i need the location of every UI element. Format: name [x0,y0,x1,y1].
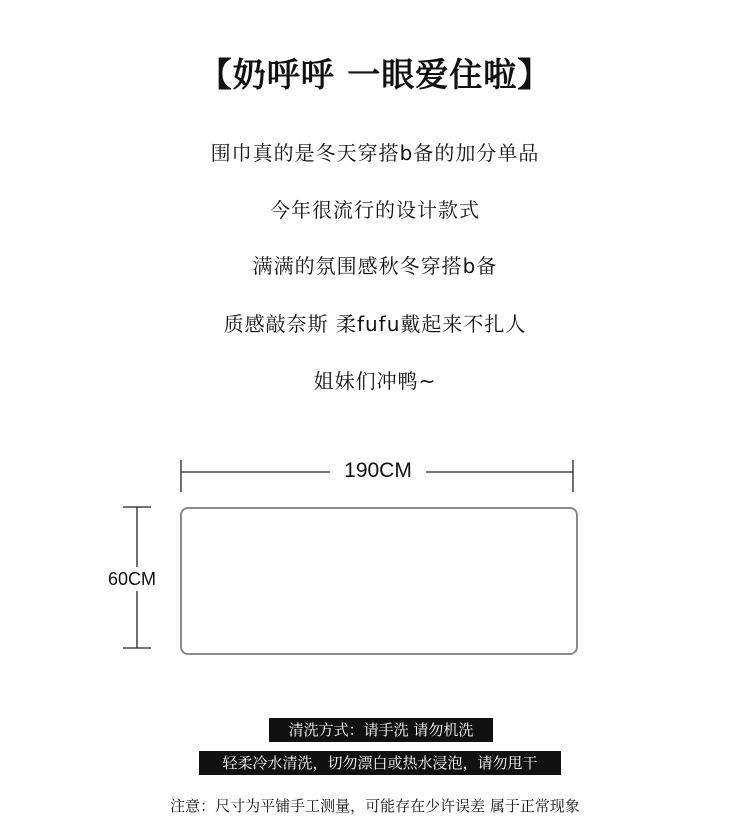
description-line-2: 今年很流行的设计款式 [270,198,480,222]
measurement-note: 注意：尺寸为平铺手工测量，可能存在少许误差 属于正常现象 [170,797,580,815]
description-line-5: 姐妹们冲鸭~ [313,369,437,393]
scarf-outline [180,507,578,655]
page-title: 【奶呼呼 一眼爱住啦】 [198,55,552,94]
care-method-label: 清洗方式：请手洗 请勿机洗 [269,718,493,742]
description-line-3: 满满的氛围感秋冬穿搭b备 [252,254,498,278]
description-line-1: 围巾真的是冬天穿搭b备的加分单品 [210,141,540,165]
care-instructions-label: 轻柔冷水清洗，切勿漂白或热水浸泡，请勿甩干 [199,751,561,775]
width-label: 190CM [330,458,426,484]
height-label: 60CM [100,567,164,591]
description-line-4: 质感敲奈斯 柔fufu戴起来不扎人 [223,312,527,336]
